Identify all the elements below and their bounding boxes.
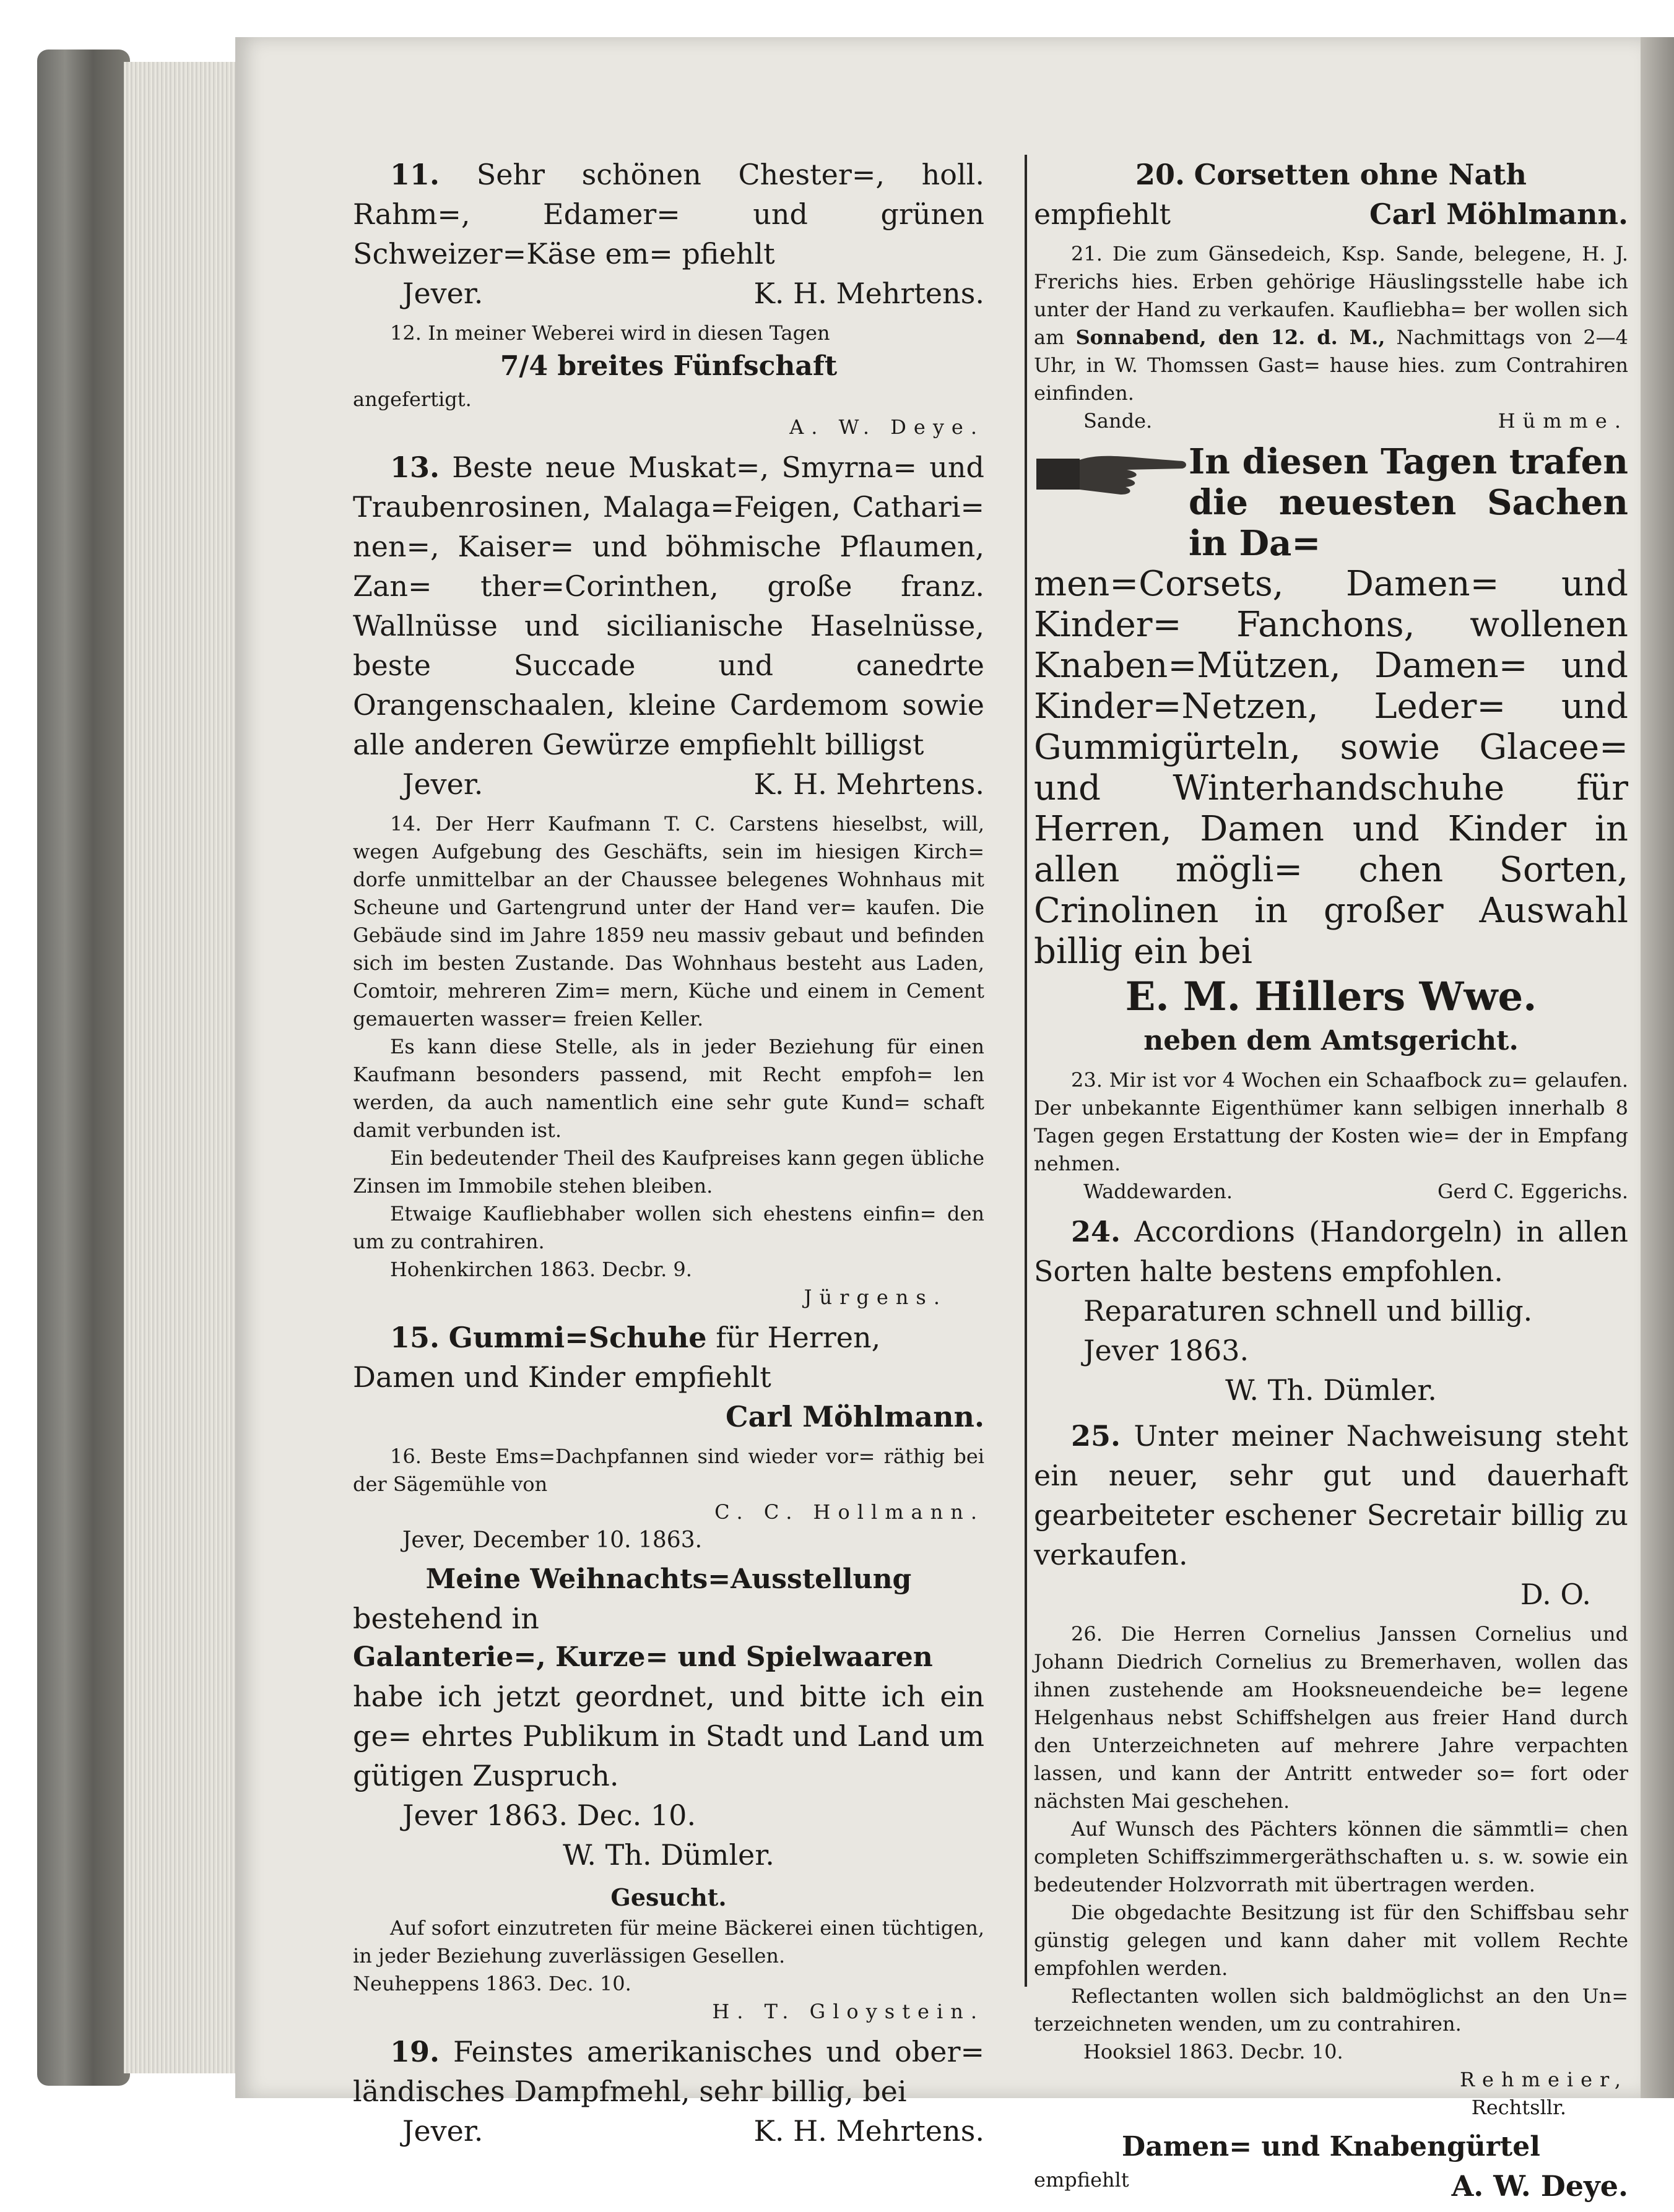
ad-number: 24. bbox=[1071, 1215, 1121, 1248]
ad-signature: Gerd C. Eggerichs. bbox=[1437, 1180, 1628, 1203]
ad-place: Waddewarden. bbox=[1083, 1180, 1233, 1203]
ad-18 bbox=[353, 1881, 984, 2026]
ad-paragraph: Es kann diese Stelle, als in jeder Beziehung für einen Kaufmann besonders passend, mit Recht empfoh= len werden, da auch namentlich eine sehr gute Kund= schaft damit verbunden ist. bbox=[353, 1035, 984, 1142]
ad-tail: angefertigt. bbox=[353, 387, 472, 411]
ad-place: Jever. bbox=[402, 277, 484, 310]
ad-text: Die zum Gänsedeich, Ksp. Sande, belegene, H. J. Frerichs hies. Erben gehörige Häuslingsstelle habe ich unter der Hand zu verkaufen. Kaufliebha= ber wollen sich am bbox=[1034, 242, 1629, 349]
ad-13 bbox=[353, 447, 984, 804]
ad-number: 21. bbox=[1071, 242, 1103, 266]
ad-dateline: Jever 1863. bbox=[1083, 1334, 1249, 1367]
ad-merchant: W. Th. Dümler. bbox=[1225, 1373, 1437, 1407]
next-page-edge bbox=[1641, 37, 1674, 2098]
ad-text: Nachmittags von 2—4 Uhr, in W. Thomssen Gast= hause hies. zum Contrahiren einfinden. bbox=[1034, 326, 1629, 405]
ad-19 bbox=[353, 2032, 984, 2151]
ad-dateline: Neuheppens 1863. Dec. 10. bbox=[353, 1972, 631, 1995]
ad-paragraph: Auf Wunsch des Pächters können die sämmtli= chen completen Schiffszimmergeräthschaften u. s. w. sowie ein bedeutender Holzvorrath mit übertragen werden. bbox=[1034, 1817, 1628, 1896]
ad-number: 23. bbox=[1071, 1068, 1103, 1092]
ad-product: Gummi=Schuhe bbox=[448, 1321, 707, 1354]
ad-text: Reparaturen schnell und billig. bbox=[1083, 1294, 1533, 1328]
ad-product: Corsetten ohne Nath bbox=[1194, 158, 1527, 191]
ad-paragraph: Die Herren Cornelius Janssen Cornelius und Johann Diedrich Cornelius zu Bremerhaven, wollen das ihnen zustehende am Hooksneuendeiche be= legene Helgenhaus nebst Schiffshelgen aus freier Hand durch den Unterzeichneten auf mehrere Jahre verpachten lassen, und kann der Antritt entweder so= fort oder nächsten Mai geschehen. bbox=[1034, 1622, 1628, 1813]
ad-date: Sonnabend, den 12. d. M., bbox=[1075, 326, 1386, 349]
ad-address: neben dem Amtsgericht. bbox=[1143, 1025, 1519, 1056]
ad-headline: Gesucht. bbox=[610, 1883, 727, 1911]
ad-number: 20. bbox=[1135, 158, 1186, 191]
ad-text: Sehr schönen Chester=, holl. Rahm=, Edamer= und grünen Schweizer=Käse em= pfiehlt bbox=[353, 158, 985, 270]
ad-22 bbox=[1034, 441, 1628, 1060]
column-divider bbox=[1025, 155, 1027, 1987]
ad-text: habe ich jetzt geordnet, und bitte ich ein ge= ehrtes Publikum in Stadt und Land um gütigen Zuspruch. bbox=[353, 1680, 984, 1792]
ad-dateline: Jever 1863. Dec. 10. bbox=[402, 1799, 696, 1832]
ad-merchant: K. H. Mehrtens. bbox=[753, 767, 984, 801]
right-column bbox=[1034, 155, 1628, 2212]
left-column bbox=[353, 155, 984, 2157]
ad-12 bbox=[353, 319, 984, 441]
book-spine bbox=[37, 50, 130, 2086]
ad-text: Mir ist vor 4 Wochen ein Schaafbock zu= gelaufen. Der unbekannte Eigenthümer kann selbigen innerhalb 8 Tagen gegen Erstattung der Kosten wie= der in Empfang nehmen. bbox=[1034, 1068, 1629, 1175]
ad-place: Sande. bbox=[1083, 409, 1153, 433]
ad-merchant: W. Th. Dümler. bbox=[563, 1838, 774, 1872]
ad-23 bbox=[1034, 1066, 1628, 1206]
ad-number: 19. bbox=[390, 2035, 440, 2068]
ad-product: Damen= und Knabengürtel bbox=[1122, 2131, 1540, 2162]
ad-signature: D. O. bbox=[1520, 1578, 1591, 1611]
pointing-hand-icon bbox=[1034, 446, 1189, 502]
page-stack bbox=[124, 62, 241, 2073]
ad-paragraph: Der Herr Kaufmann T. C. Carstens hieselbst, will, wegen Aufgebung des Geschäfts, sein im hiesigen Kirch= dorfe unmittelbar an der Chaussee belegenes Wohnhaus mit Scheune und Gartengrund unter der Hand ver= kaufen. Die Gebäude sind im Jahre 1859 neu massiv gebaut und befinden sich im besten Zustande. Das Wohnhaus besteht aus Laden, Comtoir, mehreren Zim= mern, Küche und einem in Cement gemauerten wasser= freien Keller. bbox=[353, 812, 985, 1030]
ad-text: empfiehlt bbox=[1034, 197, 1171, 231]
ad-merchant: C. C. Hollmann. bbox=[714, 1500, 984, 1524]
ad-title: Rechtsllr. bbox=[1471, 2096, 1566, 2119]
ad-11 bbox=[353, 155, 984, 313]
ad-paragraph: Etwaige Kaufliebhaber wollen sich ehestens einfin= den um zu contrahiren. bbox=[353, 1202, 984, 1253]
ad-number: 16. bbox=[390, 1445, 422, 1468]
ad-27 bbox=[1034, 2128, 1628, 2206]
ad-dateline: Hooksiel 1863. Decbr. 10. bbox=[1083, 2040, 1343, 2063]
ad-product: 7/4 breites Fünfschaft bbox=[500, 350, 838, 382]
ad-text: Feinstes amerikanisches und ober= ländisches Dampfmehl, sehr billig, bei bbox=[353, 2035, 984, 2108]
ad-place: Jever. bbox=[402, 767, 484, 801]
ad-paragraph: Die obgedachte Besitzung ist für den Schiffsbau sehr günstig gelegen und kann daher mit vollem Rechte empfohlen werden. bbox=[1034, 1901, 1628, 1980]
ad-paragraph: Ein bedeutender Theil des Kaufpreises kann gegen übliche Zinsen im Immobile stehen bleiben. bbox=[353, 1146, 984, 1198]
ad-merchant: E. M. Hillers Wwe. bbox=[1125, 974, 1537, 1020]
ad-text: Accordions (Handorgeln) in allen Sorten halte bestens empfohlen. bbox=[1034, 1215, 1628, 1288]
ad-text: Damen und Kinder empfiehlt bbox=[353, 1360, 771, 1394]
ad-text: empfiehlt bbox=[1034, 2168, 1129, 2192]
ad-text: bestehend in bbox=[353, 1602, 539, 1635]
ad-text: für Herren, bbox=[716, 1321, 881, 1354]
ad-text: men=Corsets, Damen= und Kinder= Fanchons, wollenen Knaben=Mützen, Damen= und Kinder=Netzen, Leder= und Gummigürteln, sowie Glacee= und Winterhandschuhe für Herren, Damen und Kinder in allen mögli= chen Sorten, Crinolinen in großer Auswahl billig ein bei bbox=[1034, 564, 1628, 972]
ad-merchant: Carl Möhlmann. bbox=[1369, 197, 1628, 231]
ad-signature: Jürgens. bbox=[804, 1285, 947, 1309]
ad-dateline: Jever, December 10. 1863. bbox=[402, 1527, 703, 1553]
ad-number: 26. bbox=[1071, 1622, 1103, 1646]
ad-25 bbox=[1034, 1416, 1628, 1614]
ad-16 bbox=[353, 1443, 984, 1554]
ad-dateline: Hohenkirchen 1863. Decbr. 9. bbox=[390, 1258, 692, 1281]
ad-headline: Meine Weihnachts=Ausstellung bbox=[425, 1563, 912, 1595]
ad-merchant: Carl Möhlmann. bbox=[725, 1400, 984, 1433]
ad-products: Galanterie=, Kurze= und Spielwaaren bbox=[353, 1641, 933, 1673]
ad-signature: Rehmeier, bbox=[1459, 2068, 1628, 2091]
ad-text: Beste Ems=Dachpfannen sind wieder vor= räthig bei der Sägemühle von bbox=[353, 1445, 985, 1496]
ad-number: 12. bbox=[390, 321, 422, 345]
ad-text: Beste neue Muskat=, Smyrna= und Traubenrosinen, Malaga=Feigen, Cathari= nen=, Kaiser= und böhmische Pflaumen, Zan= ther=Corinthen, große franz. Wallnüsse und sicilianische Haselnüsse, beste Succade und canedrte Orangenschaalen, kleine Cardemom sowie alle anderen Gewürze empfiehlt billigst bbox=[353, 451, 984, 761]
ad-merchant: A. W. Deye. bbox=[1451, 2169, 1628, 2203]
ad-number: 15. bbox=[390, 1321, 440, 1354]
ad-signature: H. T. Gloystein. bbox=[712, 2000, 984, 2023]
ad-merchant: K. H. Mehrtens. bbox=[753, 277, 984, 310]
ad-merchant: A. W. Deye. bbox=[789, 415, 984, 439]
ad-merchant: K. H. Mehrtens. bbox=[753, 2114, 984, 2148]
ad-number: 25. bbox=[1071, 1419, 1121, 1453]
ad-number: 13. bbox=[390, 451, 440, 484]
ad-26 bbox=[1034, 1620, 1628, 2122]
ad-text: Unter meiner Nachweisung steht ein neuer, sehr gut und dauerhaft gearbeiteter eschener Secretair billig zu verkaufen. bbox=[1034, 1419, 1629, 1571]
ad-text: Auf sofort einzutreten für meine Bäckerei einen tüchtigen, in jeder Beziehung zuverlässigen Gesellen. bbox=[353, 1916, 984, 1968]
ad-signature: Hümme. bbox=[1498, 409, 1628, 433]
ad-20 bbox=[1034, 155, 1628, 234]
ad-24 bbox=[1034, 1212, 1628, 1410]
ad-text: In meiner Weberei wird in diesen Tagen bbox=[428, 321, 830, 345]
ad-17 bbox=[353, 1560, 984, 1875]
ad-number: 14. bbox=[390, 812, 422, 836]
ad-number: 11. bbox=[390, 158, 440, 191]
ad-place: Jever. bbox=[402, 2114, 484, 2148]
ad-21 bbox=[1034, 240, 1628, 435]
ad-15 bbox=[353, 1318, 984, 1437]
ad-lead: In diesen Tagen trafen die neuesten Sachen in Da= bbox=[1189, 441, 1628, 564]
ad-14 bbox=[353, 810, 984, 1311]
ad-paragraph: Reflectanten wollen sich baldmöglichst an den Un= terzeichneten wenden, um zu contrahiren. bbox=[1034, 1984, 1628, 2036]
